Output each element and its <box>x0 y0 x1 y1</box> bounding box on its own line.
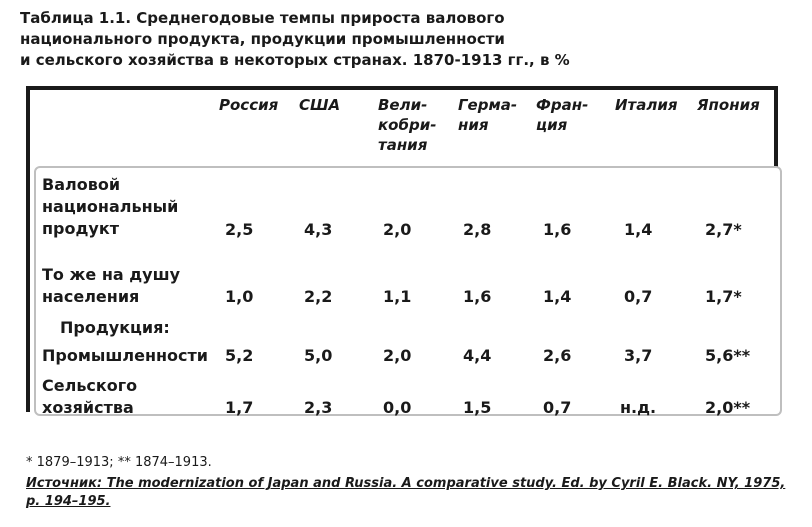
column-header-germany: Герма- ния <box>458 96 518 134</box>
column-header-uk: Вели- кобри- тания <box>378 96 437 154</box>
table-cell: 1,4 <box>543 287 572 306</box>
table-cell: 5,2 <box>225 346 254 365</box>
title-line: Таблица 1.1. Среднегодовые темпы прироста валового <box>20 9 505 27</box>
table-cell: 1,6 <box>543 220 572 239</box>
frame-top-border <box>26 86 778 90</box>
table-cell: 1,6 <box>463 287 492 306</box>
table-cell: 2,2 <box>304 287 333 306</box>
title-line: и сельского хозяйства в некоторых странах. 1870-1913 гг., в % <box>20 51 570 69</box>
table-cell: 5,0 <box>304 346 333 365</box>
table-cell: 0,0 <box>383 398 412 417</box>
table-cell: 2,8 <box>463 220 492 239</box>
table-cell: 2,5 <box>225 220 254 239</box>
table-cell: 0,7 <box>624 287 653 306</box>
footnote: * 1879–1913; ** 1874–1913. <box>26 455 212 470</box>
column-header-italy: Италия <box>615 96 678 114</box>
table-cell: 5,6** <box>705 346 751 365</box>
table-title <box>20 8 780 71</box>
row-label-industry: Промышленности <box>42 346 209 365</box>
table-cell: 3,7 <box>624 346 653 365</box>
frame-left-border <box>26 86 30 412</box>
column-header-france: Фран- ция <box>536 96 589 134</box>
row-label-per-capita: То же на душу населения <box>42 265 181 306</box>
table-cell: н.д. <box>620 398 657 417</box>
table-cell: 1,4 <box>624 220 653 239</box>
table-cell: 2,0** <box>705 398 751 417</box>
row-label-gnp: Валовой национальный продукт <box>42 175 179 238</box>
column-header-russia: Россия <box>219 96 279 114</box>
table-cell: 1,5 <box>463 398 492 417</box>
table-cell: 2,0 <box>383 220 412 239</box>
table-cell: 1,7 <box>225 398 254 417</box>
table-cell: 4,4 <box>463 346 492 365</box>
row-label-agriculture: Сельского хозяйства <box>42 376 138 417</box>
table-cell: 2,7* <box>705 220 742 239</box>
table-cell: 2,0 <box>383 346 412 365</box>
table-cell: 1,7* <box>705 287 742 306</box>
table-cell: 1,1 <box>383 287 412 306</box>
column-header-usa: США <box>299 96 341 114</box>
table-cell: 0,7 <box>543 398 572 417</box>
source-citation: Источник: The modernization of Japan and Russia. A comparative study. Ed. by Cyril E. Black. NY, 1975, p. 194–195. <box>26 476 786 509</box>
title-line: национального продукта, продукции промышленности <box>20 30 505 48</box>
table-cell: 2,3 <box>304 398 333 417</box>
table-cell: 4,3 <box>304 220 333 239</box>
frame-right-border <box>774 86 778 168</box>
column-header-japan: Япония <box>697 96 760 114</box>
table-cell: 2,6 <box>543 346 572 365</box>
table-cell: 1,0 <box>225 287 254 306</box>
row-label-production: Продукция: <box>60 318 170 337</box>
